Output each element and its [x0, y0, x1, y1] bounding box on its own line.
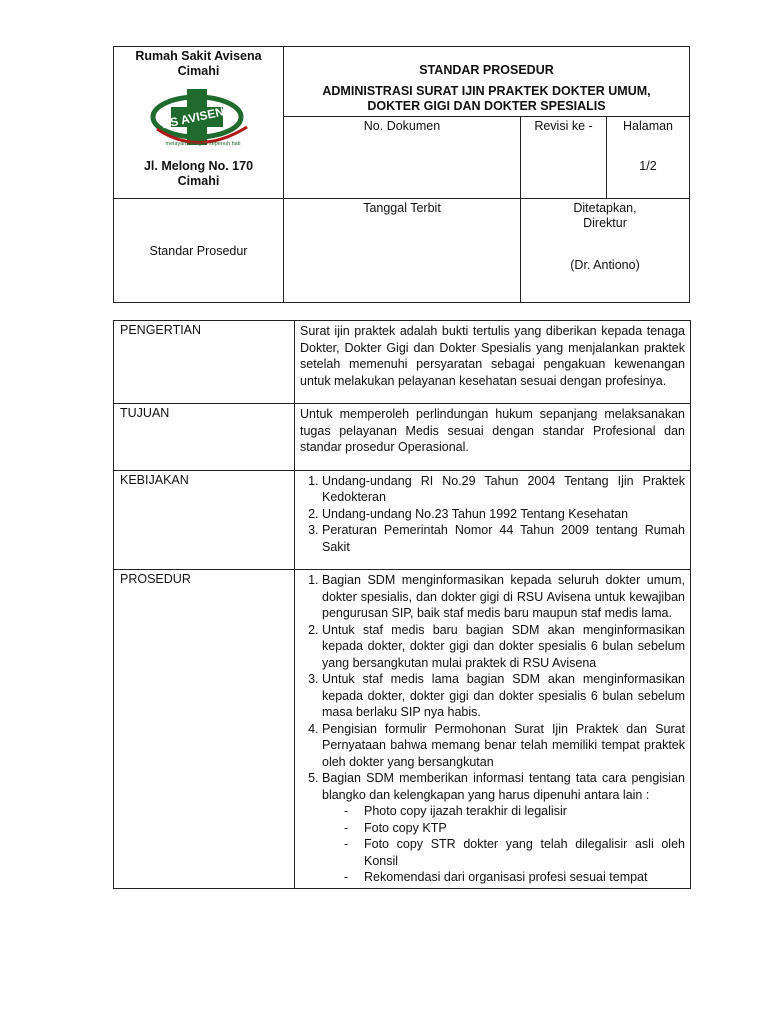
list-item: 1. Bagian SDM menginformasikan kepada seluruh dokter umum, dokter spesialis, dan dokter gigi di RSU Avisena untuk kewajiban pengurusan SIP, baik staf medis baru maupun staf medis lama. — [322, 572, 685, 622]
list-item: - Foto copy STR dokter yang telah dilegalisir asli oleh Konsil — [344, 836, 685, 869]
list-item: - Foto copy KTP — [344, 820, 685, 837]
hospital-address: Jl. Melong No. 170 Cimahi — [143, 159, 254, 188]
tujuan-text: Untuk memperoleh perlindungan hukum sepanjang melaksanakan tugas pelayanan Medis sesuai dengan standar Profesional dan standar prosedur Operasional. — [295, 404, 691, 471]
row-prosedur — [114, 570, 691, 889]
content-table — [113, 320, 691, 889]
document-title-cell — [284, 47, 690, 117]
standar-prosedur-label-cell — [114, 199, 284, 303]
director-name: (Dr. Antiono) — [570, 258, 640, 272]
no-dokumen-label: No. Dokumen — [363, 119, 441, 133]
pengertian-text: Surat ijin praktek adalah bukti tertulis yang diberikan kepada tenaga Dokter, Dokter Gigi dan Dokter Spesialis yang menjalankan praktek setelah memenuhi persyaratan sebagai pengakuan kewenangan untuk melakukan pelayanan kesehatan sesuai dengan profesinya. — [295, 321, 691, 404]
prosedur-cell — [295, 570, 691, 889]
halaman-label: Halaman — [622, 119, 674, 133]
document-title: ADMINISTRASI SURAT IJIN PRAKTEK DOKTER UMUM, DOKTER GIGI DAN DOKTER SPESIALIS — [322, 84, 651, 113]
pengertian-label: PENGERTIAN — [114, 321, 295, 404]
no-dokumen-cell — [284, 117, 521, 199]
tanggal-terbit-cell — [284, 199, 521, 303]
persyaratan-list — [300, 803, 685, 886]
logo-motto: melayani dengan sepenuh hati — [165, 141, 240, 147]
list-item: - Photo copy ijazah terakhir di legalisir — [344, 803, 685, 820]
tanggal-terbit-label: Tanggal Terbit — [363, 201, 441, 215]
row-pengertian — [114, 321, 691, 404]
prosedur-list — [300, 572, 685, 803]
list-item: 5. Bagian SDM memberikan informasi tentang tata cara pengisian blangko dan kelengkapan yang harus dipenuhi antara lain : — [322, 770, 685, 803]
header-table — [113, 46, 690, 303]
halaman-value: 1/2 — [639, 159, 657, 173]
list-item: 3. Untuk staf medis lama bagian SDM akan menginformasikan kepada dokter, dokter gigi dan dokter spesialis 6 bulan sebelum masa berlaku SIP nya habis. — [322, 671, 685, 721]
list-item: 1. Undang-undang RI No.29 Tahun 2004 Tentang Ijin Praktek Kedokteran — [322, 473, 685, 506]
hospital-identity-cell — [114, 47, 284, 199]
list-item: 2. Untuk staf medis baru bagian SDM akan menginformasikan kepada dokter, dokter gigi dan dokter spesialis 6 bulan sebelum yang bersangkutan mulai praktek di RSU Avisena — [322, 622, 685, 672]
list-item: 2. Undang-undang No.23 Tahun 1992 Tentang Kesehatan — [322, 506, 685, 523]
list-item: - Rekomendasi dari organisasi profesi sesuai tempat — [344, 869, 685, 886]
row-tujuan — [114, 404, 691, 471]
document-type: STANDAR PROSEDUR — [419, 63, 554, 77]
kebijakan-cell — [295, 470, 691, 570]
ditetapkan-label: Ditetapkan, — [573, 201, 637, 215]
halaman-cell — [607, 117, 690, 199]
kebijakan-label: KEBIJAKAN — [114, 470, 295, 570]
prosedur-label: PROSEDUR — [114, 570, 295, 889]
logo-text: RS AVISENA — [159, 102, 234, 132]
hospital-name: Rumah Sakit Avisena Cimahi — [135, 49, 262, 78]
revisi-cell — [521, 117, 607, 199]
direktur-label: Direktur — [583, 216, 627, 230]
list-item: 4. Pengisian formulir Permohonan Surat Ijin Praktek dan Surat Pernyataan bahwa memang benar telah memiliki tempat praktek oleh dokter yang bersangkutan — [322, 721, 685, 771]
row-kebijakan — [114, 470, 691, 570]
list-item: 3. Peraturan Pemerintah Nomor 44 Tahun 2009 tentang Rumah Sakit — [322, 522, 685, 555]
standar-prosedur-label: Standar Prosedur — [149, 243, 248, 258]
tujuan-label: TUJUAN — [114, 404, 295, 471]
kebijakan-list — [300, 473, 685, 556]
ditetapkan-cell — [521, 199, 690, 303]
revisi-label: Revisi ke - — [534, 119, 593, 133]
hospital-logo — [139, 85, 259, 153]
